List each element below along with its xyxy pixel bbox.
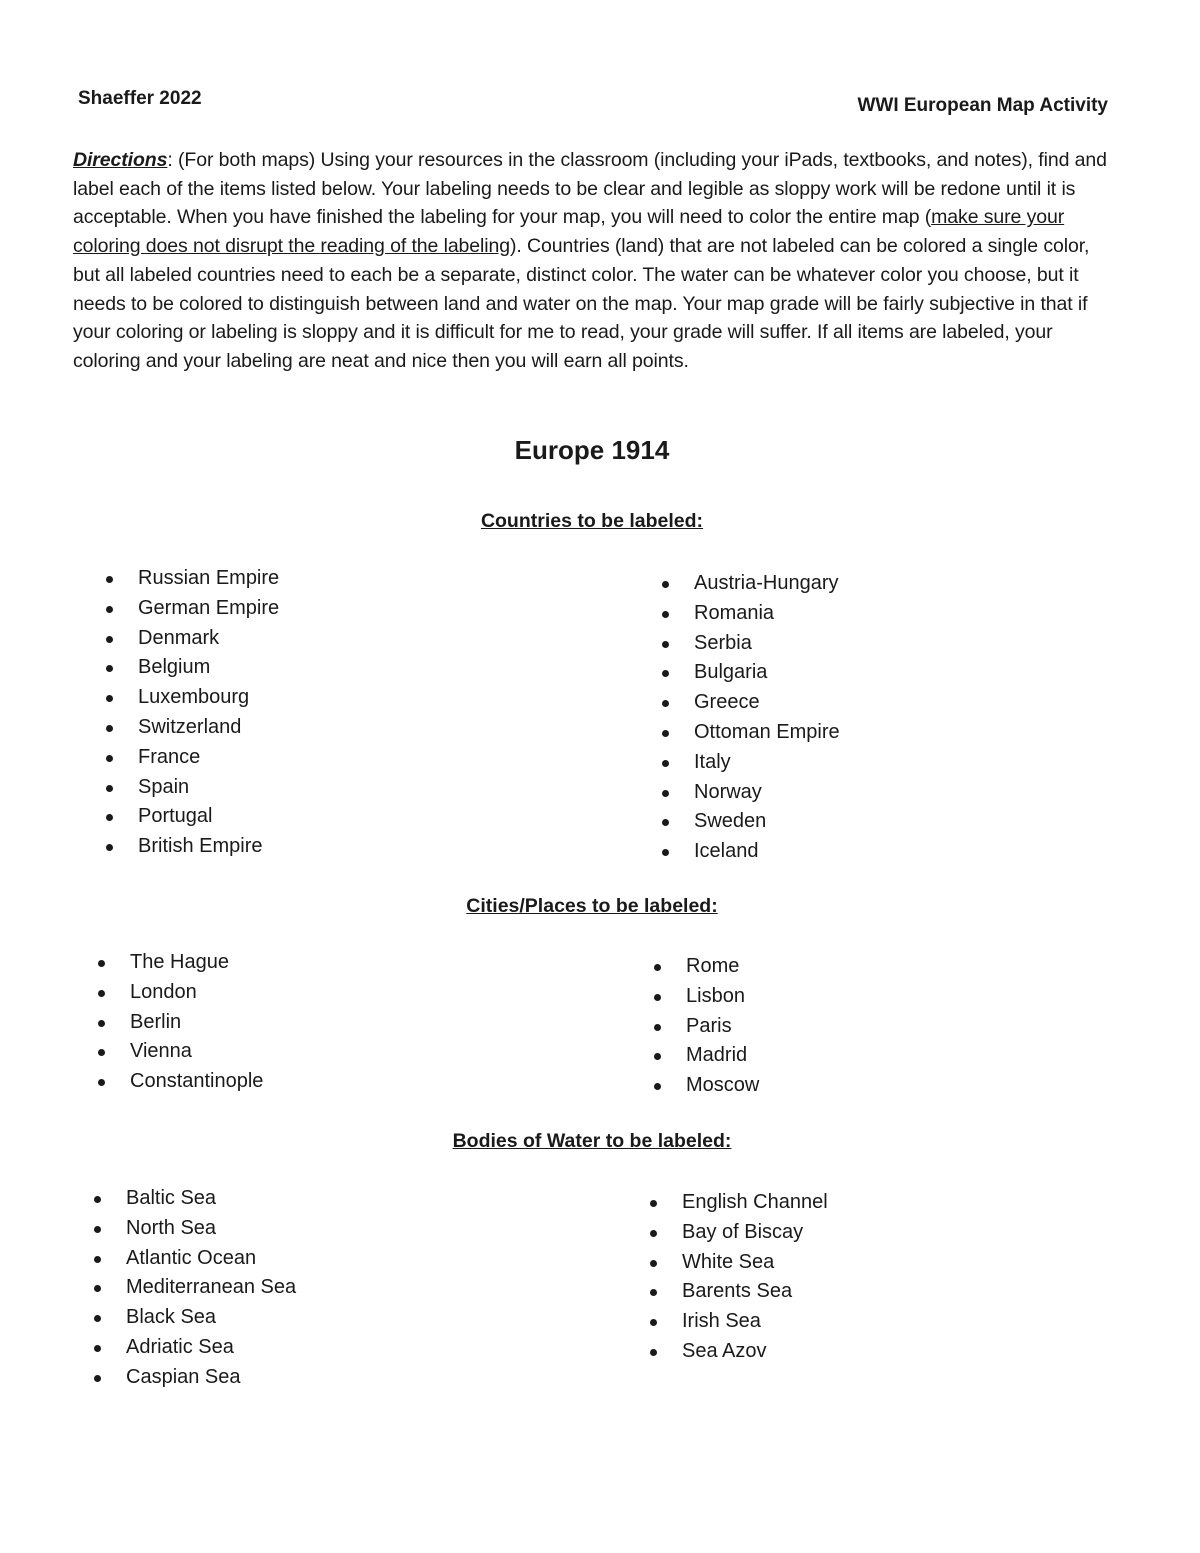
list-item-label: White Sea (682, 1250, 775, 1273)
bullet-icon (94, 1196, 101, 1203)
list-item-label: Sweden (694, 810, 767, 833)
water-heading: Bodies of Water to be labeled: (452, 1130, 732, 1152)
list-item (96, 1008, 263, 1038)
bullet-icon (654, 1053, 661, 1060)
list-item-label: Caspian Sea (126, 1365, 241, 1388)
list-item (660, 778, 840, 808)
list-item (104, 802, 279, 832)
activity-title: WWI European Map Activity (857, 95, 1108, 116)
list-item (660, 599, 840, 629)
bullet-icon (94, 1226, 101, 1233)
list-item (660, 658, 840, 688)
list-item-label: Serbia (694, 631, 752, 654)
list-item-label: German Empire (138, 596, 280, 619)
list-item-label: Lisbon (686, 984, 745, 1007)
list-item (648, 1188, 828, 1218)
list-item-label: Greece (694, 691, 760, 714)
list-item (652, 1071, 759, 1101)
list-item-label: Belgium (138, 656, 211, 679)
bullet-icon (94, 1285, 101, 1292)
list-item-label: Mediterranean Sea (126, 1276, 297, 1299)
bullet-icon (98, 960, 105, 967)
list-item-label: Madrid (686, 1044, 748, 1067)
bullet-icon (662, 641, 669, 648)
list-item-label: Moscow (686, 1074, 760, 1097)
list-item (92, 1244, 296, 1274)
list-item-label: The Hague (130, 951, 229, 973)
bullet-icon (650, 1289, 657, 1296)
list-item (660, 718, 840, 748)
list-item (660, 569, 840, 599)
bullet-icon (98, 1049, 105, 1056)
water-list-right (648, 1188, 828, 1367)
list-item-label: Berlin (130, 1010, 182, 1033)
list-item (104, 594, 279, 624)
list-item (96, 948, 263, 978)
list-item-label: Spain (138, 775, 190, 798)
list-item (660, 688, 840, 718)
list-item-label: Adriatic Sea (126, 1335, 234, 1358)
countries-list-right (660, 569, 840, 867)
bullet-icon (650, 1200, 657, 1207)
bullet-icon (106, 725, 113, 732)
list-item (648, 1307, 828, 1337)
list-item (660, 629, 840, 659)
bullet-icon (650, 1319, 657, 1326)
bullet-icon (106, 606, 113, 613)
list-item-label: Russian Empire (138, 567, 280, 589)
bullet-icon (662, 670, 669, 677)
list-item (652, 1012, 759, 1042)
bullet-icon (94, 1345, 101, 1352)
bullet-icon (650, 1260, 657, 1267)
directions-text-part1: : (For both maps) Using your resources in the classroom (including your iPads, textbooks, and notes), find and label each of the items listed below. Your labeling needs to be clear and legible as sloppy work will be redone until it is acceptable. When you have finished the labeling for your map, you will need to color the entire map ( (73, 149, 1107, 229)
list-item-label: English Channel (682, 1191, 828, 1213)
bullet-icon (662, 730, 669, 737)
list-item-label: Paris (686, 1014, 732, 1037)
list-item-label: Ottoman Empire (694, 720, 840, 743)
bullet-icon (662, 849, 669, 856)
list-item (92, 1333, 296, 1363)
bullet-icon (94, 1315, 101, 1322)
list-item-label: Atlantic Ocean (126, 1246, 257, 1269)
directions-underlined-text: make sure your coloring does not disrupt the reading of the labeling (73, 206, 1065, 258)
bullet-icon (106, 695, 113, 702)
list-item (104, 624, 279, 654)
list-item (652, 982, 759, 1012)
bullet-icon (106, 785, 113, 792)
bullet-icon (662, 819, 669, 826)
list-item-label: Portugal (138, 805, 213, 828)
list-item-label: British Empire (138, 835, 263, 858)
list-item (104, 564, 279, 594)
list-item-label: Bulgaria (694, 661, 768, 684)
cities-heading: Cities/Places to be labeled: (466, 895, 718, 917)
list-item-label: Italy (694, 750, 731, 773)
bullet-icon (106, 576, 113, 583)
list-item (648, 1218, 828, 1248)
list-item-label: London (130, 980, 197, 1003)
bullet-icon (106, 636, 113, 643)
list-item-label: Sea Azov (682, 1339, 767, 1362)
bullet-icon (650, 1349, 657, 1356)
bullet-icon (106, 844, 113, 851)
bullet-icon (662, 611, 669, 618)
directions-paragraph (73, 146, 1113, 376)
list-item (648, 1337, 828, 1367)
list-item-label: Barents Sea (682, 1280, 793, 1303)
list-item-label: Constantinople (130, 1070, 264, 1093)
list-item (96, 1067, 263, 1097)
list-item-label: Vienna (130, 1040, 192, 1063)
list-item-label: Baltic Sea (126, 1187, 217, 1209)
list-item (92, 1303, 296, 1333)
bullet-icon (662, 760, 669, 767)
bullet-icon (662, 790, 669, 797)
cities-list-right (652, 952, 759, 1101)
list-item-label: Switzerland (138, 715, 242, 738)
list-item (96, 978, 263, 1008)
list-item (648, 1277, 828, 1307)
list-item-label: Irish Sea (682, 1310, 761, 1333)
cities-list-left (96, 948, 263, 1097)
list-item-label: Norway (694, 780, 762, 803)
bullet-icon (654, 994, 661, 1001)
list-item-label: Luxembourg (138, 686, 250, 709)
countries-list-left (104, 564, 279, 862)
bullet-icon (106, 755, 113, 762)
list-item (104, 713, 279, 743)
water-list-left (92, 1184, 296, 1393)
list-item-label: Bay of Biscay (682, 1220, 804, 1243)
list-item-label: Black Sea (126, 1306, 217, 1329)
list-item (104, 653, 279, 683)
list-item (104, 832, 279, 862)
list-item (92, 1184, 296, 1214)
bullet-icon (106, 665, 113, 672)
list-item (104, 773, 279, 803)
bullet-icon (662, 700, 669, 707)
list-item (92, 1363, 296, 1393)
bullet-icon (94, 1375, 101, 1382)
list-item (660, 748, 840, 778)
directions-label: Directions (73, 149, 168, 171)
list-item-label: Austria-Hungary (694, 572, 839, 594)
list-item-label: France (138, 745, 201, 768)
list-item (104, 683, 279, 713)
list-item (660, 807, 840, 837)
list-item (104, 743, 279, 773)
countries-heading: Countries to be labeled: (480, 510, 704, 532)
list-item-label: Romania (694, 601, 775, 624)
list-item (648, 1248, 828, 1278)
bullet-icon (650, 1230, 657, 1237)
list-item (96, 1037, 263, 1067)
list-item (660, 837, 840, 867)
list-item-label: Rome (686, 955, 740, 977)
list-item (652, 1041, 759, 1071)
list-item-label: North Sea (126, 1216, 217, 1239)
bullet-icon (106, 814, 113, 821)
list-item-label: Denmark (138, 626, 220, 649)
list-item (92, 1214, 296, 1244)
bullet-icon (654, 964, 661, 971)
bullet-icon (94, 1256, 101, 1263)
list-item (652, 952, 759, 982)
map-title: Europe 1914 (514, 435, 670, 465)
bullet-icon (654, 1024, 661, 1031)
directions-text-part2: ). Countries (land) that are not labeled can be colored a single color, but all labeled countries need to each be a separate, distinct color. The water can be whatever color you choose, but it needs to be colored to distinguish between land and water on the map. Your map grade will be fairly subjective in that if your coloring or labeling is sloppy and it is difficult for me to read, your grade will suffer. If all items are labeled, your coloring and your labeling are neat and nice then you will earn all points. (73, 235, 1090, 372)
bullet-icon (98, 990, 105, 997)
author-year: Shaeffer 2022 (78, 88, 202, 109)
bullet-icon (654, 1083, 661, 1090)
list-item (92, 1273, 296, 1303)
bullet-icon (662, 581, 669, 588)
list-item-label: Iceland (694, 840, 759, 863)
bullet-icon (98, 1020, 105, 1027)
bullet-icon (98, 1079, 105, 1086)
